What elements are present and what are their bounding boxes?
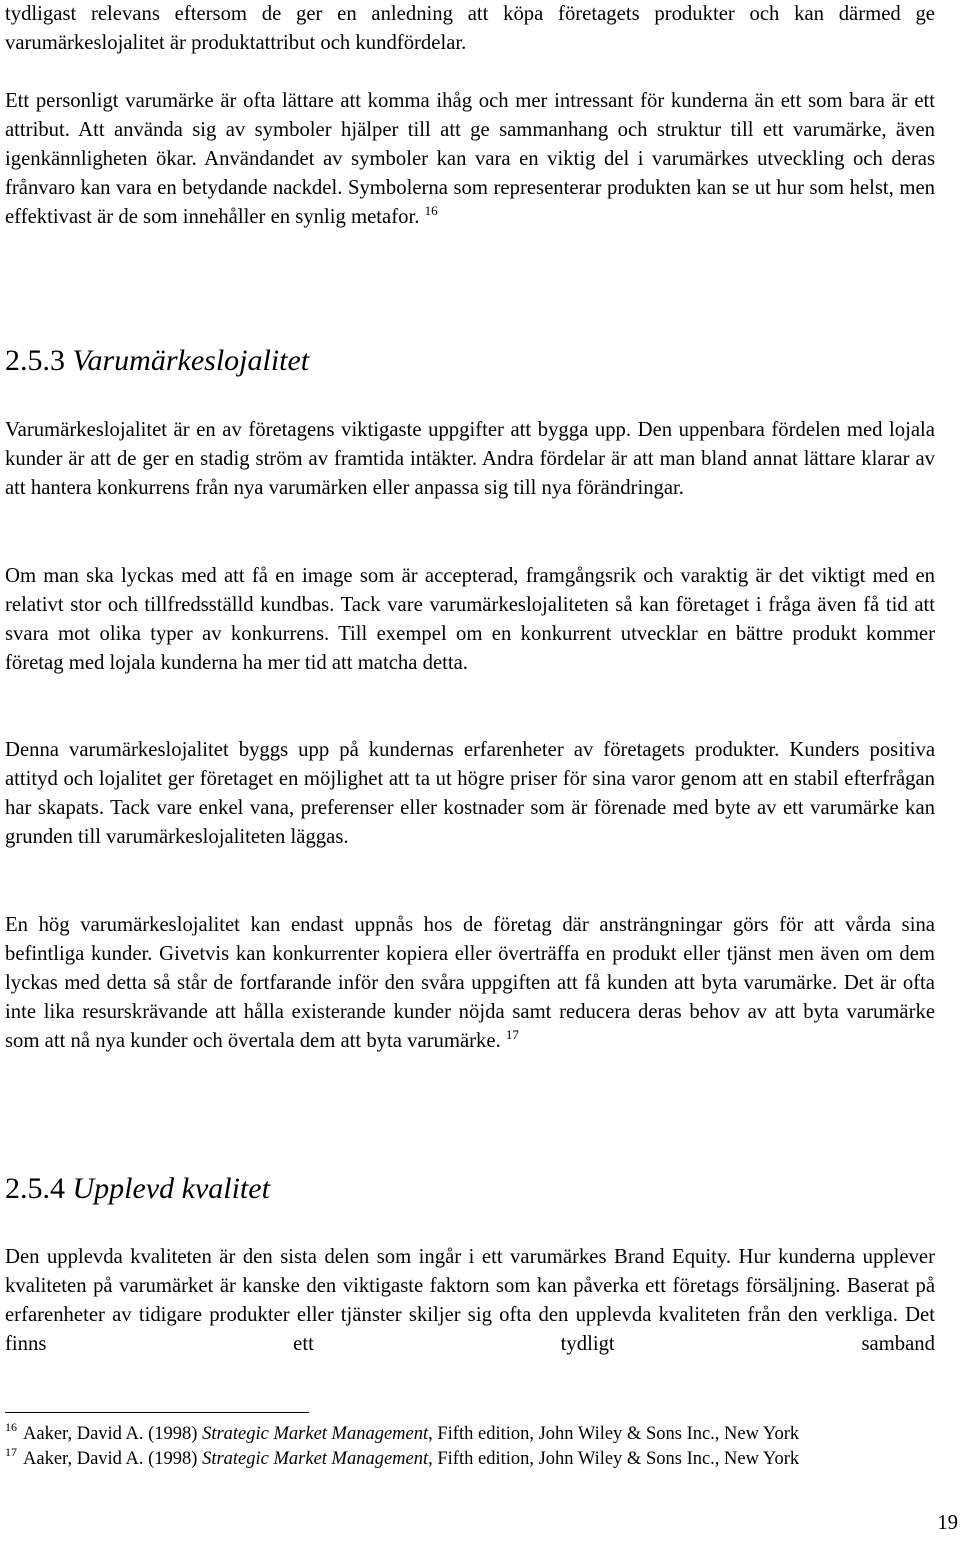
footnote-title: Strategic Market Management (202, 1449, 429, 1469)
footnote-author: Aaker, David A. (1998) (23, 1449, 198, 1469)
paragraph-text: En hög varumärkeslojalitet kan endast uppnås hos de företag där ansträngningar görs för att vårda sina befintliga kunder. Givetvis kan konkurrenter kopiera eller överträffa en produkt eller tjänst men även om dem lyckas med detta så står de fortfarande inför den svåra uppgiften att få kunden att byta varumärke. Det är ofta inte lika resurskrävande att hålla existerande kunder nöjda samt reducera deras behov av att byta varumärke som att nå nya kunder och övertala dem att byta varumärke. (5, 914, 935, 1052)
paragraph-text: Den upplevda kvaliteten är den sista delen som ingår i ett varumärkes Brand Equity. Hur kunderna upplever kvaliteten på varumärket är kanske den viktigaste faktorn som kan påverka ett företags försäljning. Baserat på erfarenheter av tidigare produkter eller tjänster skiljer sig ofta den upplevda kvaliteten från den verkliga. Det finns ett tydligt samband (5, 1246, 935, 1355)
paragraph (5, 1243, 935, 1359)
paragraph (5, 87, 935, 232)
footnote-reference[interactable]: 16 (424, 203, 438, 218)
footnote-rest: , Fifth edition, John Wiley & Sons Inc., New York (428, 1424, 800, 1444)
paragraph-text: Denna varumärkeslojalitet byggs upp på kundernas erfarenheter av företagets produkter. Kunders positiva attityd och lojalitet ger företaget en möjlighet att ta ut högre priser för sina varor genom att en stabil efterfrågan har skapats. Tack vare enkel vana, preferenser eller kostnader som är förenade med byte av ett varumärke kan grunden till varumärkeslojaliteten läggas. (5, 739, 935, 848)
section-title: Upplevd kvalitet (72, 1172, 270, 1205)
section-number: 2.5.4 (5, 1172, 65, 1205)
paragraph (5, 911, 935, 1056)
paragraph (5, 562, 935, 678)
footnote-rest: , Fifth edition, John Wiley & Sons Inc., New York (428, 1449, 800, 1469)
footnote-separator (5, 1412, 309, 1413)
section-title: Varumärkeslojalitet (72, 344, 310, 377)
section-number: 2.5.3 (5, 344, 65, 377)
footnote-reference[interactable]: 17 (505, 1027, 519, 1042)
footnotes (5, 1422, 935, 1472)
paragraph (5, 416, 935, 503)
paragraph-text: tydligast relevans eftersom de ger en anledning att köpa företagets produkter och kan därmed ge varumärkeslojalitet är produktattribut och kundfördelar. (5, 3, 935, 54)
footnote-number: 17 (5, 1445, 17, 1459)
section-heading (5, 1170, 270, 1208)
paragraph (5, 0, 935, 58)
page-number: 19 (937, 1512, 958, 1534)
paragraph-text: Om man ska lyckas med att få en image som är accepterad, framgångsrik och varaktig är det viktigt med en relativt stor och tillfredsställd kundbas. Tack vare varumärkeslojaliteten så kan företaget i fråga även få tid att svara mot olika typer av konkurrens. Till exempel om en konkurrent utvecklar en bättre produkt kommer företag med lojala kunderna ha mer tid att matcha detta. (5, 565, 935, 674)
footnote-author: Aaker, David A. (1998) (23, 1424, 198, 1444)
footnote-number: 16 (5, 1420, 17, 1434)
section-heading (5, 342, 309, 380)
footnote (5, 1447, 935, 1472)
footnote (5, 1422, 935, 1447)
footnote-title: Strategic Market Management (202, 1424, 429, 1444)
paragraph-text: Ett personligt varumärke är ofta lättare att komma ihåg och mer intressant för kunderna än ett som bara är ett attribut. Att använda sig av symboler hjälper till att ge sammanhang och struktur till ett varumärke, även igenkännligheten ökar. Användandet av symboler kan vara en viktig del i varumärkes utveckling och deras frånvaro kan vara en betydande nackdel. Symbolerna som representerar produkten kan se ut hur som helst, men effektivast är de som innehåller en synlig metafor. (5, 90, 935, 228)
paragraph (5, 736, 935, 852)
paragraph-text: Varumärkeslojalitet är en av företagens viktigaste uppgifter att bygga upp. Den uppenbara fördelen med lojala kunder är att de ger en stadig ström av framtida intäkter. Andra fördelar är att man bland annat lättare klarar av att hantera konkurrens från nya varumärken eller anpassa sig till nya förändringar. (5, 419, 935, 499)
